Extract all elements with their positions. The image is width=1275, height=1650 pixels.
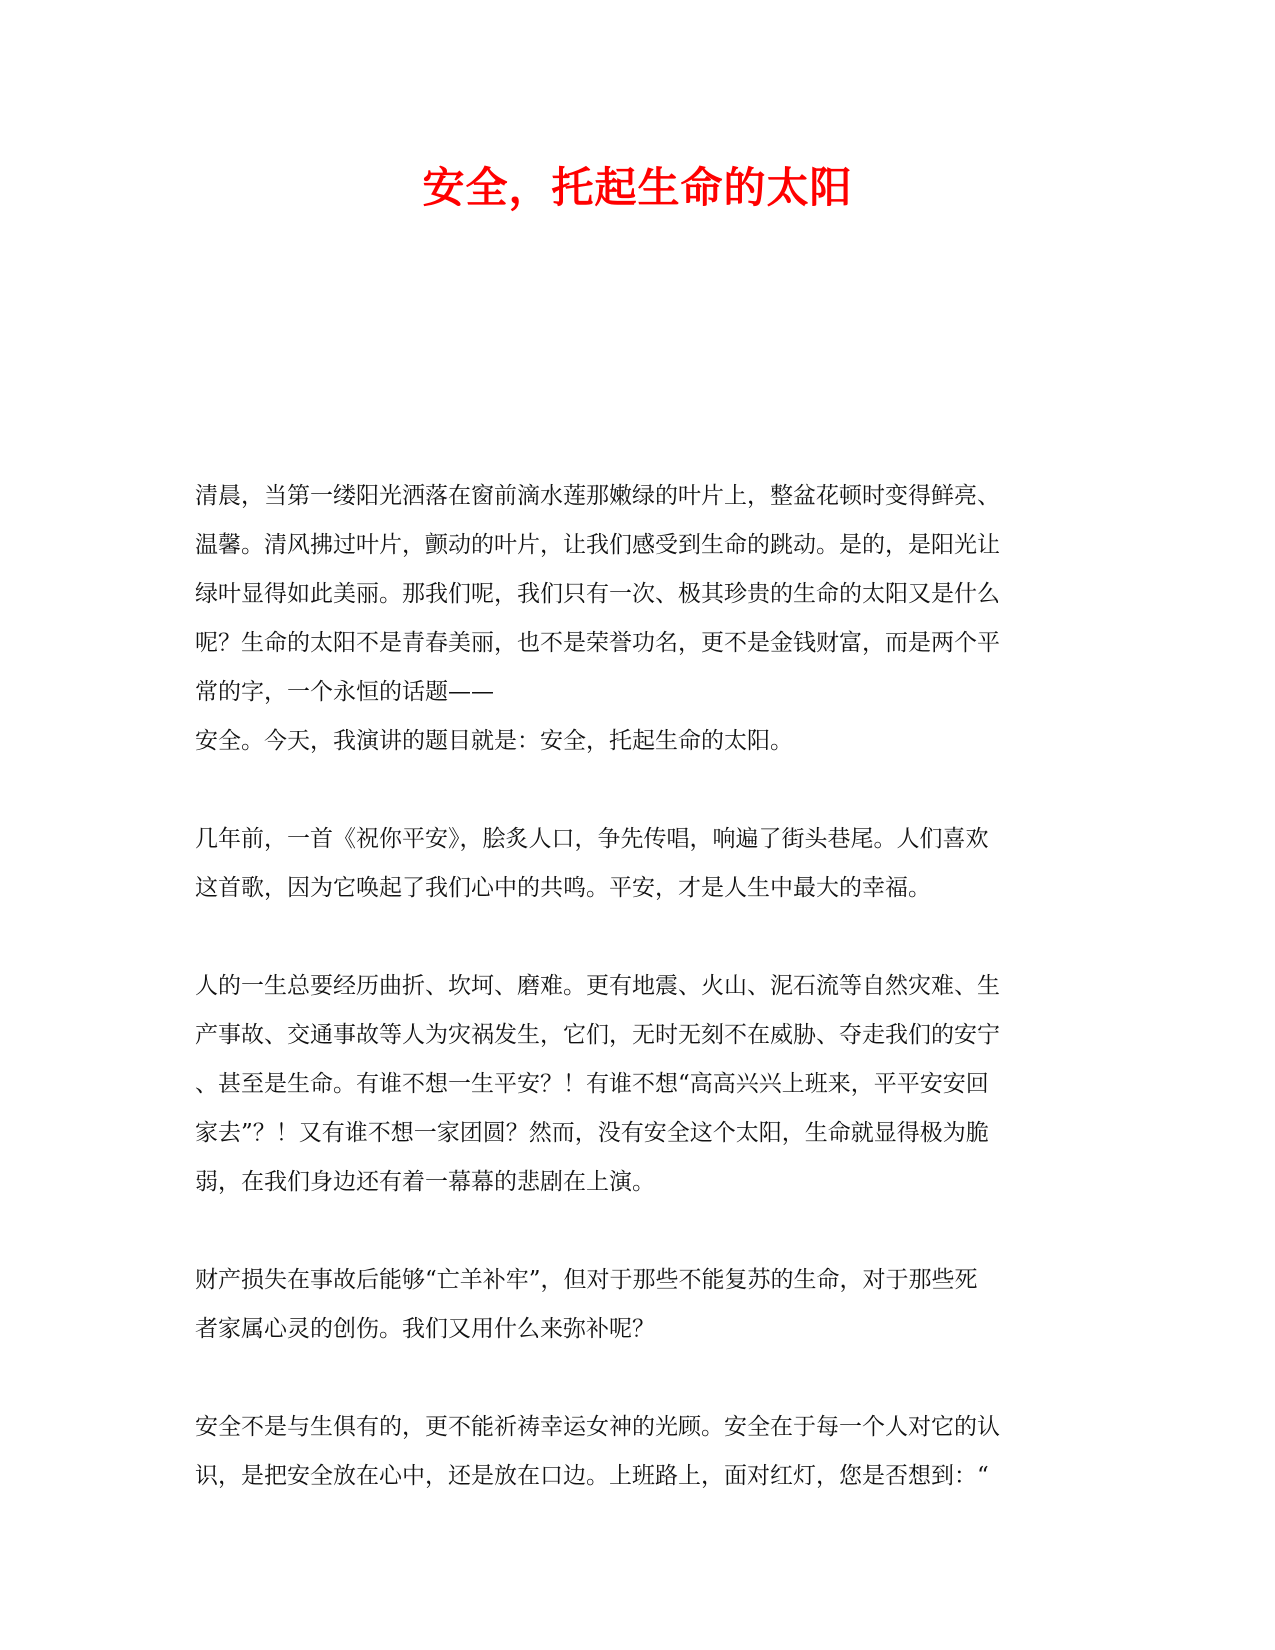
paragraph-line: 安全不是与生俱有的，更不能祈祷幸运女神的光顾。安全在于每一个人对它的认 xyxy=(195,1414,1000,1440)
paragraph-line: 产事故、交通事故等人为灾祸发生，它们，无时无刻不在威胁、夺走我们的安宁 xyxy=(195,1022,1000,1048)
paragraph-line: 常的字，一个永恒的话题—— xyxy=(195,679,494,705)
document-body xyxy=(195,472,1075,1550)
paragraph-line: 家去”？！又有谁不想一家团圆？然而，没有安全这个太阳，生命就显得极为脆 xyxy=(195,1120,989,1146)
paragraph-4 xyxy=(195,1256,1075,1354)
paragraph-line: 者家属心灵的创伤。我们又用什么来弥补呢？ xyxy=(195,1316,655,1342)
paragraph-line: 弱，在我们身边还有着一幕幕的悲剧在上演。 xyxy=(195,1169,655,1195)
paragraph-line: 财产损失在事故后能够“亡羊补牢”，但对于那些不能复苏的生命，对于那些死 xyxy=(195,1267,978,1293)
paragraph-line: 清晨，当第一缕阳光洒落在窗前滴水莲那嫩绿的叶片上，整盆花顿时变得鲜亮、 xyxy=(195,483,1000,509)
paragraph-1 xyxy=(195,472,1075,766)
paragraph-5 xyxy=(195,1403,1075,1501)
paragraph-line: 几年前，一首《祝你平安》，脍炙人口，争先传唱，响遍了街头巷尾。人们喜欢 xyxy=(195,826,989,852)
paragraph-line: 温馨。清风拂过叶片，颤动的叶片，让我们感受到生命的跳动。是的，是阳光让 xyxy=(195,532,1000,558)
document-title: 安全，托起生命的太阳 xyxy=(422,163,853,212)
paragraph-line: 绿叶显得如此美丽。那我们呢，我们只有一次、极其珍贵的生命的太阳又是什么 xyxy=(195,581,1000,607)
paragraph-2 xyxy=(195,815,1075,913)
paragraph-line: 呢？生命的太阳不是青春美丽，也不是荣誉功名，更不是金钱财富，而是两个平 xyxy=(195,630,1000,656)
paragraph-line: 人的一生总要经历曲折、坎坷、磨难。更有地震、火山、泥石流等自然灾难、生 xyxy=(195,973,1000,999)
paragraph-3 xyxy=(195,962,1075,1207)
paragraph-line: 识，是把安全放在心中，还是放在口边。上班路上，面对红灯，您是否想到：“ xyxy=(195,1463,989,1489)
paragraph-line: 安全。今天，我演讲的题目就是：安全，托起生命的太阳。 xyxy=(195,728,793,754)
paragraph-line: 、甚至是生命。有谁不想一生平安？！有谁不想“高高兴兴上班来，平平安安回 xyxy=(195,1071,989,1097)
paragraph-line: 这首歌，因为它唤起了我们心中的共鸣。平安，才是人生中最大的幸福。 xyxy=(195,875,931,901)
